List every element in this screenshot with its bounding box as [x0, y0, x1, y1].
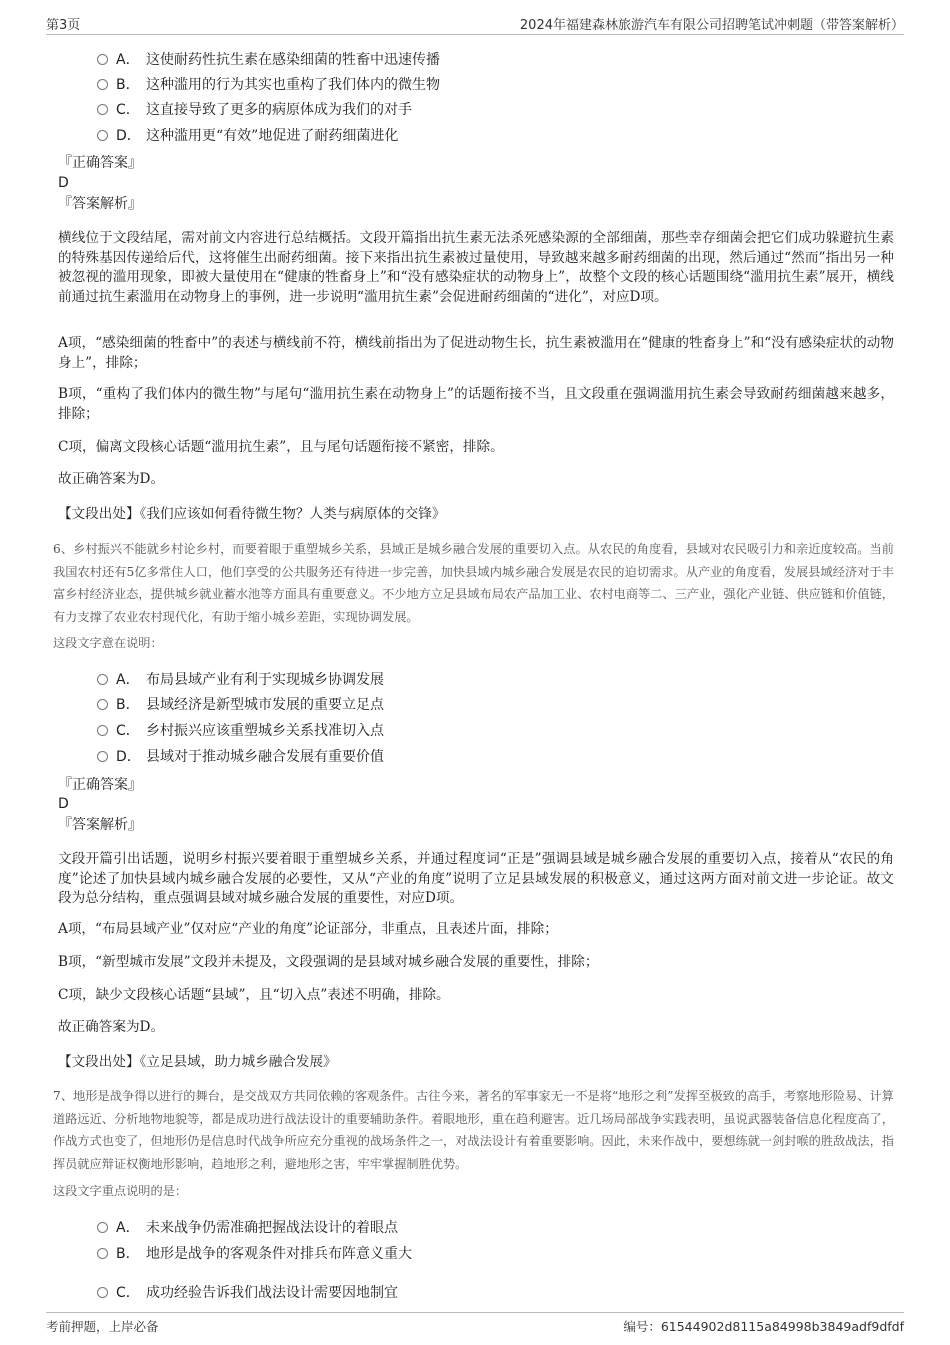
q6-answer: D: [58, 796, 69, 812]
q6-option-b[interactable]: B． 县域经济是新型城市发展的重要立足点: [97, 695, 384, 715]
radio-icon[interactable]: [97, 104, 108, 115]
q7-prompt: 这段文字重点说明的是：: [53, 1184, 188, 1198]
q6-analysis-para: 文段开篇引出话题，说明乡村振兴要着眼于重塑城乡关系，并通过程度词“正是”强调县域是城乡融合发展的重要切入点，接着从“农民的角度”论述了加快县域内城乡融合发展的必要性，又从“产业的角度”说明了立足县域发展的积极意义，通过这两方面对前文进一步论证。故文段为总分结构，重点强调县域对城乡融合发展的重要性，对应D项。: [58, 851, 894, 906]
radio-icon[interactable]: [97, 1287, 108, 1298]
radio-icon[interactable]: [97, 1248, 108, 1259]
page-header: [46, 12, 904, 35]
q5-analysis-c: C项，偏离文段核心话题“滥用抗生素”，且与尾句话题衔接不紧密，排除。: [58, 439, 504, 455]
q5-analysis-b: B项，“重构了我们体内的微生物”与尾句“滥用抗生素在动物身上”的话题衔接不当，且文段重在强调滥用抗生素会导致耐药细菌越来越多，排除；: [58, 386, 894, 422]
radio-icon[interactable]: [97, 54, 108, 65]
q5-analysis-label: 『答案解析』: [58, 196, 142, 212]
page-number: 第3页: [46, 18, 81, 33]
radio-icon[interactable]: [97, 79, 108, 90]
q6-option-a[interactable]: A． 布局县域产业有利于实现城乡协调发展: [97, 670, 384, 690]
q5-answer-label: 『正确答案』: [58, 155, 142, 171]
q6-analysis-b: B项，“新型城市发展”文段并未提及，文段强调的是县域对城乡融合发展的重要性，排除；: [58, 954, 599, 970]
q6-option-c[interactable]: C． 乡村振兴应该重塑城乡关系找准切入点: [97, 721, 384, 741]
q5-conclusion: 故正确答案为D。: [58, 471, 165, 487]
q6-source: 【文段出处】《立足县域，助力城乡融合发展》: [58, 1054, 337, 1070]
q5-analysis-a: A项，“感染细菌的牲畜中”的表述与横线前不符，横线前指出为了促进动物生长，抗生素被滥用在“健康的牲畜身上”和“没有感染症状的动物身上”，排除；: [58, 335, 894, 371]
radio-icon[interactable]: [97, 1222, 108, 1233]
q5-analysis-para: 横线位于文段结尾，需对前文内容进行总结概括。文段开篇指出抗生素无法杀死感染源的全部细菌，那些幸存细菌会把它们成功躲避抗生素的特殊基因传递给后代，这将催生出耐药细菌。接下来指出抗生素被过量使用，导致越来越多耐药细菌的出现，然后通过“然而”指出另一种被忽视的滥用现象，即被大量使用在“健康的牲畜身上”和“没有感染症状的动物身上”，故整个文段的核心话题围绕“滥用抗生素”展开，横线前通过抗生素滥用在动物身上的事例，进一步说明“滥用抗生素”会促进耐药细菌的“进化”，对应D项。: [58, 230, 894, 305]
radio-icon[interactable]: [97, 674, 108, 685]
q6-prompt: 这段文字意在说明：: [53, 636, 163, 650]
document-id: 编号：61544902d8115a84998b3849adf9dfdf: [623, 1319, 904, 1334]
q6-answer-label: 『正确答案』: [58, 777, 142, 793]
radio-icon[interactable]: [97, 725, 108, 736]
q6-stem: 6、乡村振兴不能就乡村论乡村，而要着眼于重塑城乡关系，县域正是城乡融合发展的重要切入点。从农民的角度看，县域对农民吸引力和亲近度较高。当前我国农村还有5亿多常住人口，他们享受的公共服务还有待进一步完善，加快县域内城乡融合发展是农民的迫切需求。从产业的角度看，发展县域经济对于丰富乡村经济业态，提供城乡就业蓄水池等方面具有重要意义。不少地方立足县域布局农产品加工业、农村电商等二、三产业，强化产业链、供应链和价值链，有力支撑了农业农村现代化，有助于缩小城乡差距，实现协调发展。: [53, 542, 894, 624]
q5-option-c[interactable]: C． 这直接导致了更多的病原体成为我们的对手: [97, 100, 412, 120]
q7-stem: 7、地形是战争得以进行的舞台，是交战双方共同依赖的客观条件。古往今来，著名的军事家无一不是将“地形之利”发挥至极致的高手，考察地形险易、计算道路远近、分析地物地貌等，都是成功进行战法设计的重要辅助条件。着眼地形，重在趋利避害。近几场局部战争实践表明，虽说武器装备信息化程度高了，作战方式也变了，但地形仍是信息时代战争所应充分重视的战场条件之一，对战法设计有着重要影响。因此，未来作战中，要想练就一剑封喉的胜敌战法，指挥员就应辩证权衡地形影响，趋地形之利，避地形之害，牢牢掌握制胜优势。: [53, 1089, 894, 1171]
footer-slogan: 考前押题，上岸必备: [46, 1319, 159, 1334]
radio-icon[interactable]: [97, 699, 108, 710]
q6-analysis-c: C项，缺少文段核心话题“县域”，且“切入点”表述不明确，排除。: [58, 987, 450, 1003]
document-title: 2024年福建森林旅游汽车有限公司招聘笔试冲刺题（带答案解析）: [519, 18, 904, 33]
q6-option-d[interactable]: D． 县域对于推动城乡融合发展有重要价值: [97, 747, 384, 767]
q6-analysis-label: 『答案解析』: [58, 817, 142, 833]
radio-icon[interactable]: [97, 130, 108, 141]
q5-source: 【文段出处】《我们应该如何看待微生物？人类与病原体的交锋》: [58, 506, 446, 522]
q6-conclusion: 故正确答案为D。: [58, 1019, 165, 1035]
q6-analysis-a: A项，“布局县域产业”仅对应“产业的角度”论证部分，非重点，且表述片面，排除；: [58, 921, 558, 937]
page-footer: [46, 1312, 904, 1335]
radio-icon[interactable]: [97, 751, 108, 762]
q5-option-d[interactable]: D． 这种滥用更“有效”地促进了耐药细菌进化: [97, 126, 398, 146]
q5-option-a[interactable]: A． 这使耐药性抗生素在感染细菌的牲畜中迅速传播: [97, 50, 440, 70]
q7-option-a[interactable]: A． 未来战争仍需准确把握战法设计的着眼点: [97, 1218, 398, 1238]
q5-answer: D: [58, 175, 69, 191]
q7-option-b[interactable]: B． 地形是战争的客观条件对排兵布阵意义重大: [97, 1244, 412, 1264]
q7-option-c[interactable]: C． 成功经验告诉我们战法设计需要因地制宜: [97, 1283, 398, 1303]
q5-option-b[interactable]: B． 这种滥用的行为其实也重构了我们体内的微生物: [97, 75, 440, 95]
